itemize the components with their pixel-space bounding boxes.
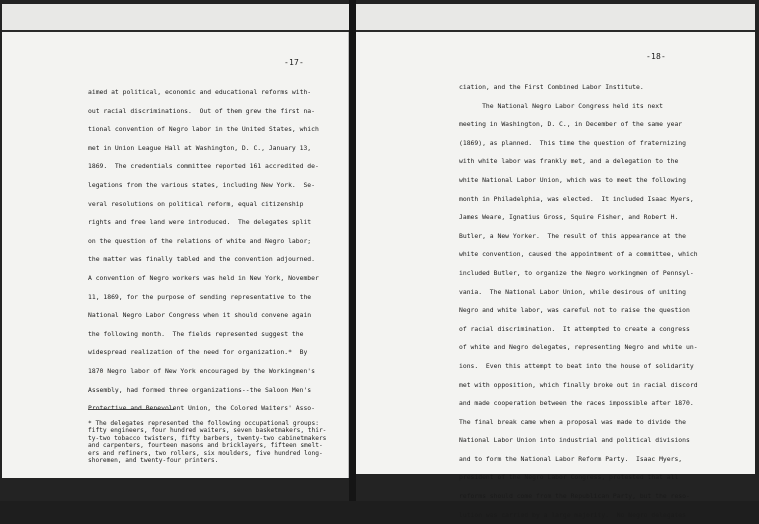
body-text — [459, 78, 749, 524]
text-line: month in Philadelphia, was elected. It included Isaac Myers, — [459, 194, 694, 203]
text-line: tional convention of Negro labor in the United States, which — [88, 125, 319, 134]
text-line: ty-two tobacco twisters, fifty barbers, twenty-two cabinetmakers — [88, 434, 327, 442]
text-line: white convention, caused the appointment of a committee, which — [459, 250, 698, 259]
left-page — [2, 4, 349, 478]
text-line: rights and free land were introduced. The delegates split — [88, 218, 312, 227]
text-line: ciation, and the First Combined Labor Institute. — [459, 83, 644, 91]
text-line: out racial discriminations. Out of them grew the first na- — [88, 106, 316, 115]
text-line: reforms should come from the Republican Party, but the reso- — [459, 492, 690, 501]
text-line: National Labor Union into industrial and political divisions — [459, 436, 690, 445]
book-gutter — [349, 0, 356, 501]
right-page — [356, 4, 755, 519]
text-line: president of the Negro Labor Congress, protested that all — [459, 473, 679, 482]
text-line: (1869), as planned. This time the question of fraternizing — [459, 138, 687, 147]
footnote-rule — [88, 409, 174, 410]
text-line: the matter was finally tabled and the convention adjourned. — [88, 255, 316, 264]
text-line: Negro and white labor, was careful not to raise the question — [459, 306, 690, 315]
text-line: on the question of the relations of white and Negro labor; — [88, 236, 312, 245]
text-line: James Weare, Ignatius Gross, Squire Fisher, and Robert H. — [459, 213, 679, 222]
text-line: white National Labor Union, which was to meet the following — [459, 175, 687, 184]
text-line: A convention of Negro workers was held in New York, November — [88, 273, 319, 282]
text-line: veral resolutions on political reform, equal citizenship — [88, 199, 304, 208]
text-line: met with opposition, which finally broke out in racial discord — [459, 380, 698, 389]
text-line: ers and refiners, two rollers, six moulders, five hundred long- — [88, 449, 323, 457]
text-line: met in Union League Hall at Washington, D. C., January 13, — [88, 143, 312, 152]
text-line: 1869. The credentials committee reported 161 accredited de- — [88, 162, 319, 171]
text-line: widespread realization of the need for organization.* By — [88, 348, 308, 357]
text-line: The final break came when a proposal was made to divide the — [459, 417, 687, 426]
body-text — [88, 83, 338, 418]
text-line: Assembly, had formed three organizations--the Saloon Men's — [88, 385, 312, 394]
text-line: of racial discrimination. It attempted to create a congress — [459, 324, 690, 333]
text-line: meeting in Washington, D. C., in December of the same year — [459, 120, 683, 129]
page-number: -18- — [646, 52, 667, 61]
page-number: -17- — [284, 58, 305, 67]
text-line: with white labor was frankly met, and a delegation to the — [459, 157, 679, 166]
text-line: 11, 1869, for the purpose of sending representative to the — [88, 292, 312, 301]
text-line: the following month. The fields represented suggest the — [88, 329, 304, 338]
text-line: National Negro Labor Congress when it should convene again — [88, 311, 312, 320]
text-line: and to form the National Labor Reform Party. Isaac Myers, — [459, 454, 683, 463]
text-line: The National Negro Labor Congress held its next — [459, 101, 663, 110]
text-line: vania. The National Labor Union, while desirous of uniting — [459, 287, 687, 296]
text-line: of white and Negro delegates, representing Negro and white un- — [459, 343, 698, 352]
text-line: Protective and Benevolent Union, the Colored Waiters' Asso- — [88, 404, 316, 413]
text-line: legations from the various states, including New York. Se- — [88, 180, 316, 189]
text-line: and made cooperation between the races impossible after 1870. — [459, 399, 694, 408]
text-line: ions. Even this attempt to beat into the house of solidarity — [459, 361, 694, 370]
text-line: Butler, a New Yorker. The result of this appearance at the — [459, 231, 687, 240]
text-line: included Butler, to organize the Negro workingmen of Pennsyl- — [459, 268, 694, 277]
text-line: * The delegates represented the following occupational groups: — [88, 420, 319, 427]
text-line: aimed at political, economic and educational reforms with- — [88, 88, 312, 96]
previous-page-edge — [356, 4, 755, 32]
text-line: lution was carried by a large majority. No Negro delegates — [459, 510, 687, 519]
text-line: 1870 Negro labor of New York encouraged by the Workingmen's — [88, 366, 316, 375]
text-line: and carpenters, fourteen masons and bricklayers, fifteen smelt- — [88, 442, 323, 450]
text-line: fifty engineers, four hundred waiters, seven basketmakers, thir- — [88, 427, 327, 435]
text-line: shoremen, and twenty-four printers. — [88, 456, 219, 464]
previous-page-edge — [2, 4, 349, 32]
footnote — [88, 420, 326, 464]
